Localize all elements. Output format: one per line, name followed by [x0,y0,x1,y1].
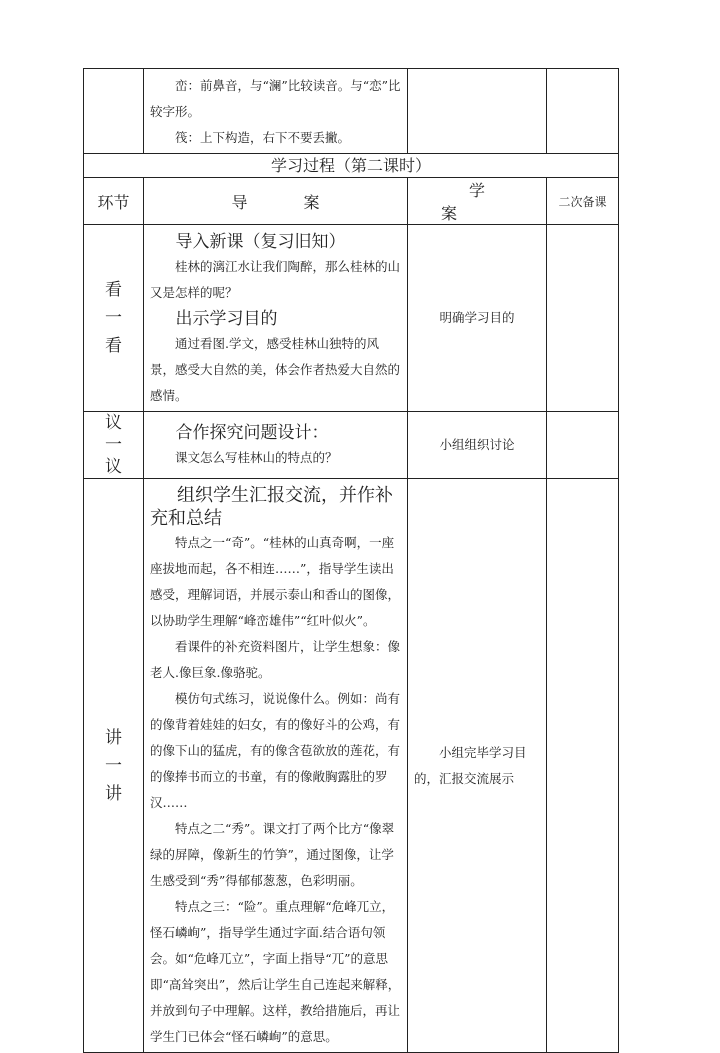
header-row [84,178,619,225]
header-stage: 环节 [84,178,144,225]
header-guide: 导案 [231,192,376,212]
stage-label: 看 一 看 [84,225,144,412]
paragraph: 课文怎么写桂林山的特点的？ [175,450,338,465]
section-title-row [84,154,619,178]
header-student: 学案 [440,181,541,223]
paragraph: 特点之三：“险”。重点理解“危峰兀立，怪石嶙峋”，指导学生通过字面.结合语句领会。如“危峰兀立”，字面上指导“兀”的意思即“高耸突出”，然后让学生自己连起来解释，并放到句子中理解。这样，教给措施后，再让学生门已体会“怪石嶙峋”的意思。 [150,899,401,1044]
subheading: 导入新课（复习旧知） [175,232,346,252]
paragraph: 模仿句式练习，说说像什么。例如：尚有的像背着娃娃的妇女，有的像好斗的公鸡，有的像下山的猛虎，有的像含苞欲放的莲花，有的像捧书而立的书童，有的像敞胸露肚的罗汉…… [150,691,401,810]
paragraph: 特点之一“奇”。“桂林的山真奇啊，一座座拔地而起，各不相连……”，指导学生读出感受，理解词语，并展示泰山和香山的图像，以协助学生理解“峰峦雄伟”“红叶似火”。 [150,535,401,628]
empty-cell [408,69,547,154]
guide-cell [144,412,408,479]
student-cell: 明确学习目的 [408,225,547,412]
subheading: 合作探究问题设计： [175,423,329,443]
paragraph: 特点之二“秀”。课文打了两个比方“像翠绿的屏障，像新生的竹笋”，通过图像，让学生感受到“秀”得郁郁葱葱，色彩明丽。 [150,821,395,888]
lesson-plan-table [83,68,619,1053]
stage-label: 议 一 议 [84,412,144,479]
header-second-prep: 二次备课 [547,178,619,225]
stage-label: 讲 一 讲 [84,479,144,1053]
paragraph: 看课件的补充资料图片，让学生想象：像老人.像巨象.像骆驼。 [150,639,401,680]
subheading: 出示学习目的 [175,309,278,329]
table-row-explain [84,479,619,1053]
student-cell: 小组组织讨论 [408,412,547,479]
paragraph: 桂林的漓江水让我们陶醉，那么桂林的山又是怎样的呢？ [150,259,401,300]
paragraph: 筏：上下构造，右下不要丢撇。 [175,130,351,145]
table-row-discuss [84,412,619,479]
paragraph: 峦：前鼻音，与“澜”比较读音。与“恋”比较字形。 [150,78,401,119]
guide-cell [144,69,408,154]
guide-cell [144,225,408,412]
empty-cell [547,479,619,1053]
empty-cell [547,225,619,412]
guide-cell [144,479,408,1053]
empty-cell [84,69,144,154]
table-row-top [84,69,619,154]
paragraph: 通过看图.学文，感受桂林山独特的风景，感受大自然的美，体会作者热爱大自然的感情。 [150,336,401,403]
table-row-look [84,225,619,412]
subheading: 组织学生汇报交流，并作补充和总结 [150,485,393,529]
empty-cell [547,69,619,154]
student-cell: 小组完毕学习目的，汇报交流展示 [408,479,547,1053]
section-title: 学习过程（第二课时） [84,154,619,178]
empty-cell [547,412,619,479]
